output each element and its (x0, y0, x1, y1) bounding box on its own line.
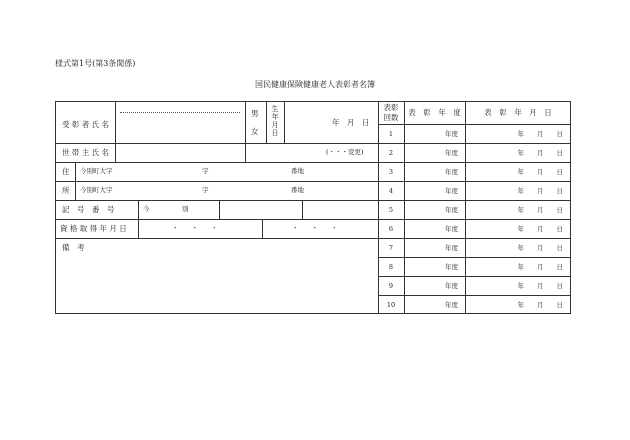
award-count-6: 6 (388, 225, 394, 233)
award-year-6: 年度 (445, 225, 458, 233)
address-banchi-2: 番地 (291, 186, 304, 194)
address-label-2: 所 (62, 186, 70, 195)
symbol-prefix: 今 (143, 205, 150, 213)
award-count-7: 7 (388, 244, 394, 252)
remarks-label: 備 考 (62, 243, 85, 252)
address-aza-2: 字 (202, 186, 209, 194)
award-date-header: 表 彰 年 月 日 (484, 108, 552, 117)
award-count-5: 5 (388, 206, 394, 214)
award-date-1: 年 月 日 (517, 130, 563, 138)
award-year-8: 年度 (445, 263, 458, 271)
award-year-3: 年度 (445, 168, 458, 176)
award-date-10: 年 月 日 (517, 301, 563, 309)
award-date-9: 年 月 日 (517, 282, 563, 290)
award-year-10: 年度 (445, 301, 458, 309)
award-date-2: 年 月 日 (517, 149, 563, 157)
form-number: 様式第1号(第3条関係) (55, 59, 136, 68)
award-count-2: 2 (388, 149, 394, 157)
address-banchi-1: 番地 (291, 167, 304, 175)
address-label-1: 住 (62, 167, 70, 176)
award-date-8: 年 月 日 (517, 263, 563, 271)
form-title: 国民健康保険健康老人表彰者名簿 (255, 80, 375, 89)
award-year-7: 年度 (445, 244, 458, 252)
award-date-3: 年 月 日 (517, 168, 563, 176)
award-count-10: 10 (386, 301, 396, 309)
address-town-1: 今別町大字 (80, 167, 113, 175)
address-aza-1: 字 (202, 167, 209, 175)
award-count-8: 8 (388, 263, 394, 271)
acquired-date-dots-1: ・ ・ ・ (172, 224, 218, 232)
award-count-3: 3 (388, 168, 394, 176)
award-date-6: 年 月 日 (517, 225, 563, 233)
acquired-date-dots-2: ・ ・ ・ (292, 224, 338, 232)
award-year-5: 年度 (445, 206, 458, 214)
birthdate-fields: 年 月 日 (332, 118, 370, 127)
award-year-9: 年度 (445, 282, 458, 290)
award-year-2: 年度 (445, 149, 458, 157)
award-count-4: 4 (388, 187, 394, 195)
symbol-suffix: 別 (182, 205, 189, 213)
award-year-header: 表 彰 年 度 (408, 108, 461, 117)
acquired-date-label: 資 格 取 得 年 月 日 (60, 224, 127, 233)
award-date-7: 年 月 日 (517, 244, 563, 252)
male-label: 男 (251, 109, 259, 118)
award-count-9: 9 (388, 282, 394, 290)
female-label: 女 (251, 127, 259, 136)
recipient-name-label: 受 彰 者 氏 名 (62, 120, 110, 129)
householder-change-note: (・・・変更) (326, 148, 364, 156)
award-year-1: 年度 (445, 130, 458, 138)
count-header-2: 回数 (383, 113, 399, 122)
address-town-2: 今別町大字 (80, 186, 113, 194)
count-header-1: 表彰 (383, 103, 399, 112)
symbol-number-label: 記 号 番 号 (62, 205, 115, 214)
householder-label: 世 帯 主 氏 名 (62, 148, 110, 157)
award-date-5: 年 月 日 (517, 206, 563, 214)
award-date-4: 年 月 日 (517, 187, 563, 195)
birthdate-label: 生年月日 (271, 105, 279, 137)
award-count-1: 1 (388, 130, 394, 138)
award-year-4: 年度 (445, 187, 458, 195)
